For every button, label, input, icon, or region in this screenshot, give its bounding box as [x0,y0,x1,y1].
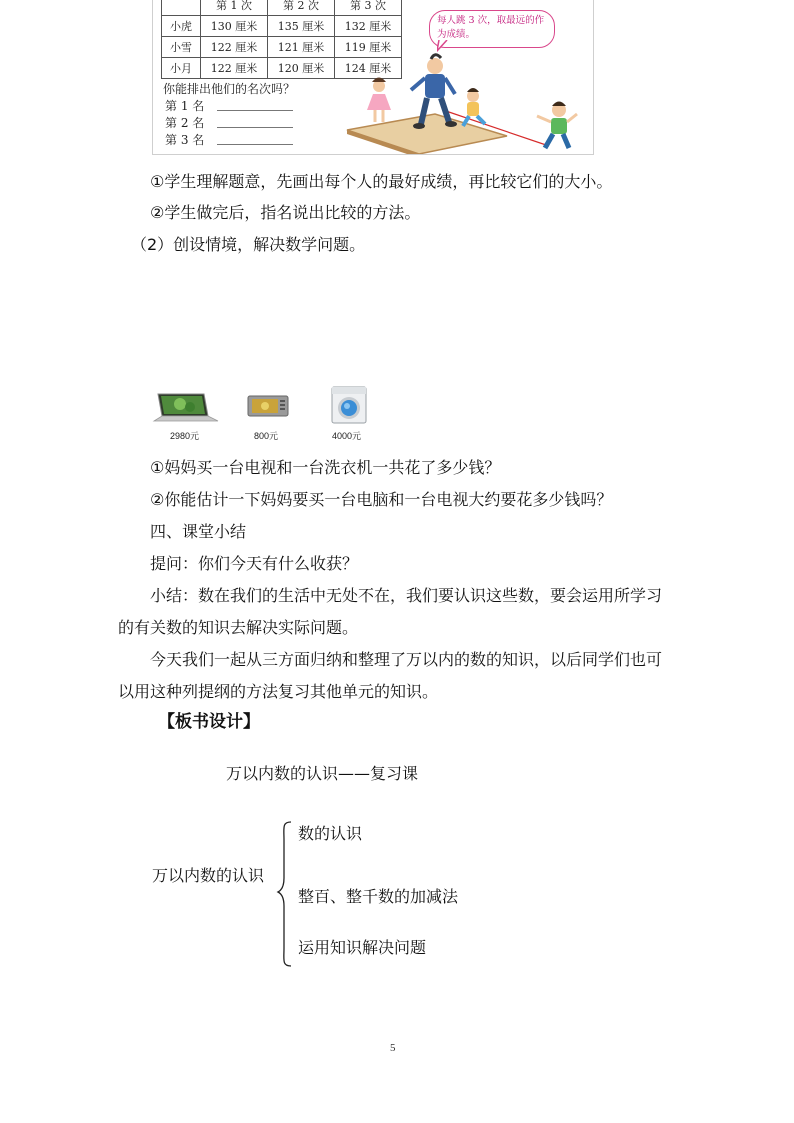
rank-label: 第 3 名 [165,133,205,147]
closing-text: 今天我们一起从三方面归纳和整理了万以内的数的知识，以后同学们也可 [150,650,663,669]
table-cell: 130 厘米 [201,16,268,37]
laptop-icon [152,392,220,422]
long-jump-illustration [339,40,593,154]
ranking-question: 你能排出他们的名次吗？ [163,82,296,96]
row-name: 小虎 [162,16,201,37]
outline-branch: 数的认识 [298,824,363,843]
outline-root: 万以内数的认识 [152,866,265,885]
table-cell: 120 厘米 [268,58,335,79]
table-header: 第 2 次 [268,0,335,16]
bubble-text: 每人跳 3 次，取最远的作为成绩。 [437,15,545,40]
rank-blank [217,144,293,145]
textbook-figure [152,0,594,155]
closing-text: 以用这种列提纲的方法复习其他单元的知识。 [118,682,439,701]
washing-machine-item [330,386,372,444]
tv-item [246,394,292,442]
rank-label: 第 1 名 [165,99,205,113]
rank-blank [217,127,293,128]
table-cell: 119 厘米 [335,37,402,58]
board-heading: 【板书设计】 [158,712,260,732]
board-title: 万以内数的认识——复习课 [226,764,419,783]
table-cell: 135 厘米 [268,16,335,37]
price-label: 4000元 [332,431,362,441]
summary-text: 小结：数在我们的生活中无处不在，我们要认识这些数，要会运用所学习 [150,586,663,605]
section-heading: （2）创设情境，解决数学问题。 [131,235,366,254]
outline-branch: 整百、整千数的加减法 [298,887,459,906]
prompt-text: 提问：你们今天有什么收获？ [150,554,359,573]
price-label: 2980元 [170,431,200,441]
tv-icon [246,394,290,418]
row-name: 小雪 [162,37,201,58]
table-cell: 122 厘米 [201,58,268,79]
summary-text: 的有关数的知识去解决实际问题。 [118,618,359,637]
table-cell: 122 厘米 [201,37,268,58]
price-label: 800元 [254,431,279,441]
table-row [162,16,402,37]
row-name: 小月 [162,58,201,79]
page-number: 5 [390,1042,396,1054]
section-heading: 四、课堂小结 [150,522,247,541]
table-header: 第 3 次 [335,0,402,16]
table-header [162,0,201,16]
question-text: ①妈妈买一台电视和一台洗衣机一共花了多少钱？ [150,458,501,477]
table-cell: 132 厘米 [335,16,402,37]
table-header: 第 1 次 [201,0,268,16]
table-cell: 124 厘米 [335,58,402,79]
rank-blank [217,110,293,111]
table-cell: 121 厘米 [268,37,335,58]
washing-machine-icon [330,386,370,424]
step-text: ②学生做完后，指名说出比较的方法。 [150,203,421,222]
step-text: ①学生理解题意，先画出每个人的最好成绩，再比较它们的大小。 [150,172,613,191]
table-header-row [162,0,402,16]
outline-branch: 运用知识解决问题 [298,938,427,957]
question-text: ②你能估计一下妈妈要买一台电脑和一台电视大约要花多少钱吗？ [150,490,613,509]
outline-brace [276,820,296,968]
laptop-item [152,392,220,442]
rank-label: 第 2 名 [165,116,205,130]
